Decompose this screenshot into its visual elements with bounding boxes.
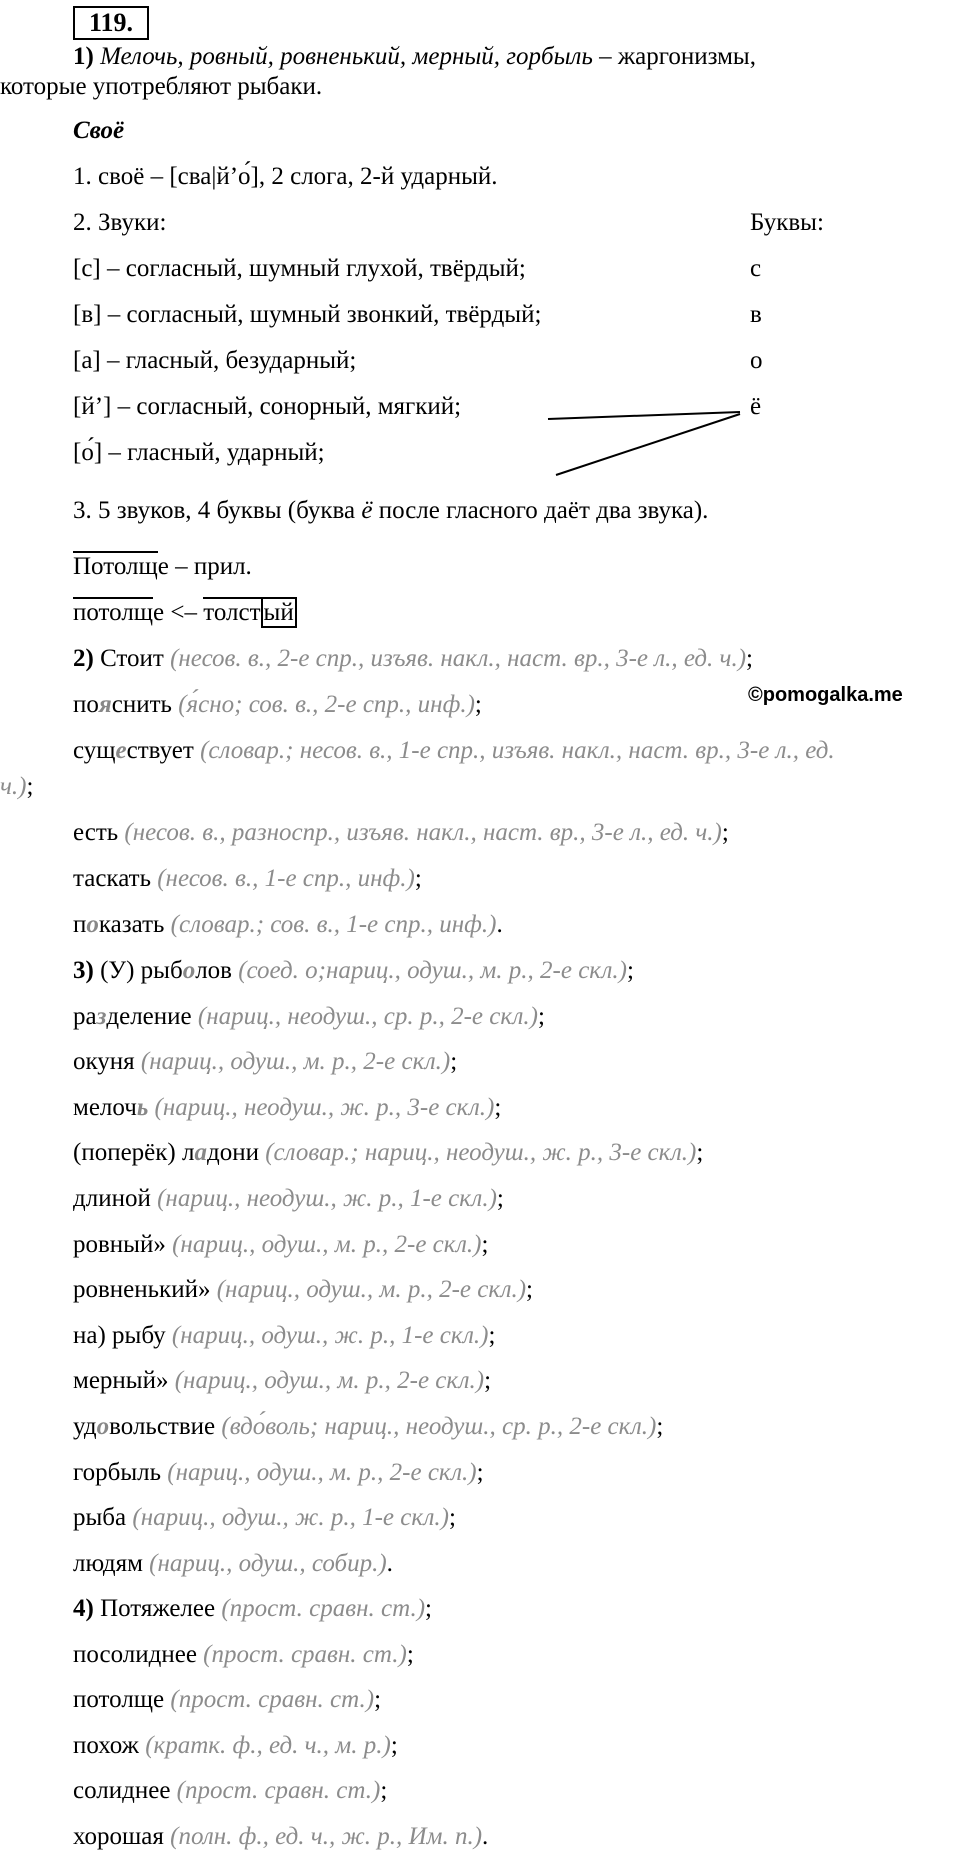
checked-letter: е	[115, 737, 127, 764]
grammar-note: (прост. сравн. ст.)	[170, 1686, 375, 1714]
word: мелоч	[73, 1093, 137, 1121]
grammar-note: (нариц., неодуш., ж. р., 3-е скл.)	[154, 1093, 495, 1121]
word-rest: лов	[195, 957, 239, 984]
answer-line	[73, 1503, 456, 1533]
punct: ;	[696, 1139, 704, 1167]
answer-line	[73, 1685, 381, 1715]
punct: ;	[488, 1321, 496, 1349]
sound-row: [а] – гласный, безударный;	[73, 347, 357, 374]
answer-line	[73, 956, 634, 986]
word: на) рыбу	[73, 1321, 172, 1349]
answer-line	[73, 1138, 703, 1168]
part1-num: 1)	[73, 43, 94, 70]
word-rest: дони	[206, 1139, 266, 1167]
punct: ;	[374, 1686, 382, 1714]
word: мерный»	[73, 1367, 175, 1395]
punct: ;	[406, 1640, 414, 1668]
word: Стоит	[93, 645, 171, 672]
morph-root2: толст	[203, 599, 261, 626]
word: солиднее	[73, 1777, 177, 1805]
part1-rest: – жаргонизмы,	[592, 43, 756, 70]
punct: ;	[626, 957, 634, 984]
letter-cell: о	[750, 347, 763, 374]
connector-line	[548, 412, 740, 419]
word: ра	[73, 1002, 97, 1030]
grammar-note: (несов. в., 2-е спр., изъяв. накл., наст. вр., 3-е л., ед. ч.)	[170, 645, 747, 672]
word: горбыль	[73, 1458, 168, 1486]
word: п	[73, 911, 87, 938]
morph-word1	[73, 552, 252, 582]
grammar-note: (нариц., неодуш., ср. р., 2-е скл.)	[197, 1002, 539, 1030]
grammar-note: (нариц., одуш., м. р., 2-е скл.)	[167, 1458, 477, 1486]
answer-line	[73, 910, 503, 940]
phon-line3-a: 3. 5 звуков, 4 буквы (буква	[73, 497, 362, 524]
punct: ;	[414, 865, 422, 892]
answer-line	[73, 1412, 663, 1442]
word: (У) рыб	[93, 957, 183, 984]
word: сущ	[73, 737, 116, 764]
phon-line3	[73, 496, 708, 526]
word: людям	[73, 1549, 150, 1577]
answer-line	[73, 818, 729, 848]
answer-line	[73, 1776, 387, 1806]
item-number: 3)	[73, 957, 94, 984]
checked-letter: я	[98, 691, 112, 718]
letter-cell: ё	[750, 393, 762, 420]
morph-ending2: ый	[261, 597, 297, 628]
morph-base: потолщ	[73, 599, 154, 626]
watermark: ©pomogalka.me	[748, 684, 903, 706]
punct: .	[386, 1549, 393, 1577]
word: Потяжелее	[93, 1595, 222, 1622]
word: по	[73, 691, 99, 718]
answer-line	[73, 1366, 491, 1396]
item-number: 4)	[73, 1595, 94, 1622]
sound-row: [о́] – гласный, ударный;	[73, 439, 325, 466]
checked-letter: о	[182, 957, 196, 984]
punct: ;	[538, 1002, 545, 1030]
phon-line3-c: после гласного даёт два звука).	[372, 497, 709, 524]
punct: ;	[474, 691, 482, 718]
letter-cell: в	[750, 301, 762, 328]
grammar-note: (словар.; нариц., неодуш., ж. р., 3-е скл.)	[265, 1139, 697, 1167]
grammar-note: (кратк. ф., ед. ч., м. р.)	[145, 1731, 391, 1759]
answer-line	[73, 1093, 501, 1123]
punct: ;	[26, 773, 34, 800]
word: ровный»	[73, 1230, 173, 1258]
morph-root: Потолщ	[73, 553, 158, 580]
grammar-note: (вдо́воль; нариц., неодуш., ср. р., 2-е скл.)	[221, 1413, 657, 1440]
checked-letter: о	[86, 911, 99, 938]
punct: ;	[494, 1093, 502, 1121]
sound-row: [й’] – согласный, сонорный, мягкий;	[73, 393, 462, 420]
punct: ;	[526, 1276, 533, 1304]
exercise-number: 119.	[73, 6, 149, 40]
answer-line	[73, 864, 422, 894]
answer-line	[73, 1822, 488, 1852]
answer-line	[73, 736, 835, 766]
sound-row: [в] – согласный, шумный звонкий, твёрдый;	[73, 301, 542, 328]
word: посолиднее	[73, 1640, 204, 1668]
answer-line	[73, 1047, 457, 1077]
punct: ;	[425, 1595, 432, 1622]
morph-word2	[73, 598, 297, 628]
punct: .	[482, 1823, 489, 1850]
phon-title: Своё	[73, 117, 125, 144]
punct: ;	[496, 1185, 504, 1212]
answer-line	[73, 1275, 533, 1305]
word: потолще	[73, 1686, 171, 1714]
word-rest: снить	[111, 691, 179, 718]
word: окуня	[73, 1048, 141, 1076]
word-rest: деление	[106, 1002, 198, 1030]
answer-line	[73, 1731, 398, 1761]
word-rest: ствует	[126, 737, 201, 764]
sound-row: [с] – согласный, шумный глухой, твёрдый;	[73, 255, 526, 282]
grammar-note: (соед. о;нариц., одуш., м. р., 2-е скл.)	[238, 957, 627, 984]
morph-ending: е	[157, 553, 169, 580]
answer-line	[73, 1458, 484, 1488]
grammar-note: (нариц., одуш., собир.)	[149, 1549, 387, 1577]
checked-letter: о	[96, 1413, 110, 1440]
part1-words: Мелочь, ровный, ровненький, мерный, горбыль	[100, 43, 593, 70]
grammar-note: (нариц., одуш., м. р., 2-е скл.)	[174, 1367, 485, 1395]
answer-line	[73, 1549, 393, 1579]
grammar-note: (нариц., неодуш., ж. р., 1-е скл.)	[157, 1185, 497, 1212]
answer-line	[73, 1002, 545, 1032]
grammar-note: (словар.; несов. в., 1-е спр., изъяв. накл., наст. вр., 3-е л., ед.	[200, 737, 835, 764]
answer-line	[73, 1230, 488, 1260]
morph-suffix: е	[153, 599, 165, 626]
word: уд	[73, 1413, 97, 1440]
checked-letter: ь	[136, 1093, 149, 1121]
grammar-note: (прост. сравн. ст.)	[221, 1595, 426, 1622]
word: таскать	[73, 865, 158, 892]
connector-line	[556, 414, 740, 475]
punct: ;	[746, 645, 753, 672]
morph-arrow: <–	[164, 599, 204, 626]
word: длиной	[73, 1185, 158, 1212]
punct: ;	[484, 1367, 492, 1395]
grammar-note: (прост. сравн. ст.)	[203, 1640, 407, 1668]
punct: ;	[390, 1731, 398, 1759]
sounds-header: 2. Звуки:	[73, 209, 167, 236]
word-rest: вольствие	[109, 1413, 222, 1440]
punct: ;	[450, 1048, 458, 1076]
grammar-note: (несов. в., 1-е спр., инф.)	[157, 865, 415, 892]
word: есть	[73, 819, 125, 846]
punct: ;	[481, 1230, 489, 1258]
letter-cell: с	[750, 255, 762, 282]
punct: ;	[721, 819, 729, 846]
phon-line1: 1. своё – [сва|й’о́], 2 слога, 2-й ударный.	[73, 163, 498, 190]
answer-line	[0, 772, 33, 802]
punct: ;	[380, 1777, 388, 1805]
part1-line2: которые употребляют рыбаки.	[0, 73, 323, 100]
grammar-note: (несов. в., разноспр., изъяв. накл., наст. вр., 3-е л., ед. ч.)	[124, 819, 722, 846]
punct: ;	[449, 1504, 456, 1532]
grammar-note: (нариц., одуш., м. р., 2-е скл.)	[140, 1048, 451, 1076]
grammar-note: (нариц., одуш., м. р., 2-е скл.)	[172, 1230, 482, 1258]
letters-header: Буквы:	[750, 209, 824, 236]
answer-line	[73, 1184, 504, 1214]
grammar-note: (нариц., одуш., ж. р., 1-е скл.)	[132, 1504, 450, 1532]
phon-line3-letter: ё	[361, 497, 373, 524]
punct: ;	[656, 1413, 664, 1440]
grammar-note: (нариц., одуш., м. р., 2-е скл.)	[216, 1276, 527, 1304]
grammar-note: (я́сно; сов. в., 2-е спр., инф.)	[178, 691, 475, 718]
grammar-note: (полн. ф., ед. ч., ж. р., Им. п.)	[170, 1823, 483, 1850]
checked-letter: а	[194, 1139, 207, 1167]
word: (поперёк) л	[73, 1139, 195, 1167]
answer-line	[73, 1640, 414, 1670]
grammar-note: ч.)	[0, 773, 27, 800]
word-rest: казать	[98, 911, 171, 938]
morph-rest: – прил.	[168, 553, 252, 580]
answer-line	[73, 644, 753, 674]
punct: ;	[476, 1458, 484, 1486]
word: хорошая	[73, 1823, 171, 1850]
grammar-note: (прост. сравн. ст.)	[176, 1777, 381, 1805]
checked-letter: з	[96, 1002, 107, 1030]
grammar-note: (нариц., одуш., ж. р., 1-е скл.)	[171, 1321, 489, 1349]
grammar-note: (словар.; сов. в., 1-е спр., инф.)	[170, 911, 497, 938]
word: рыба	[73, 1504, 133, 1532]
punct: .	[496, 911, 503, 938]
answer-line	[73, 690, 482, 720]
word: ровненький»	[73, 1276, 217, 1304]
word: похож	[73, 1731, 146, 1759]
answer-line	[73, 1321, 495, 1351]
answer-line	[73, 1594, 432, 1624]
item-number: 2)	[73, 645, 94, 672]
